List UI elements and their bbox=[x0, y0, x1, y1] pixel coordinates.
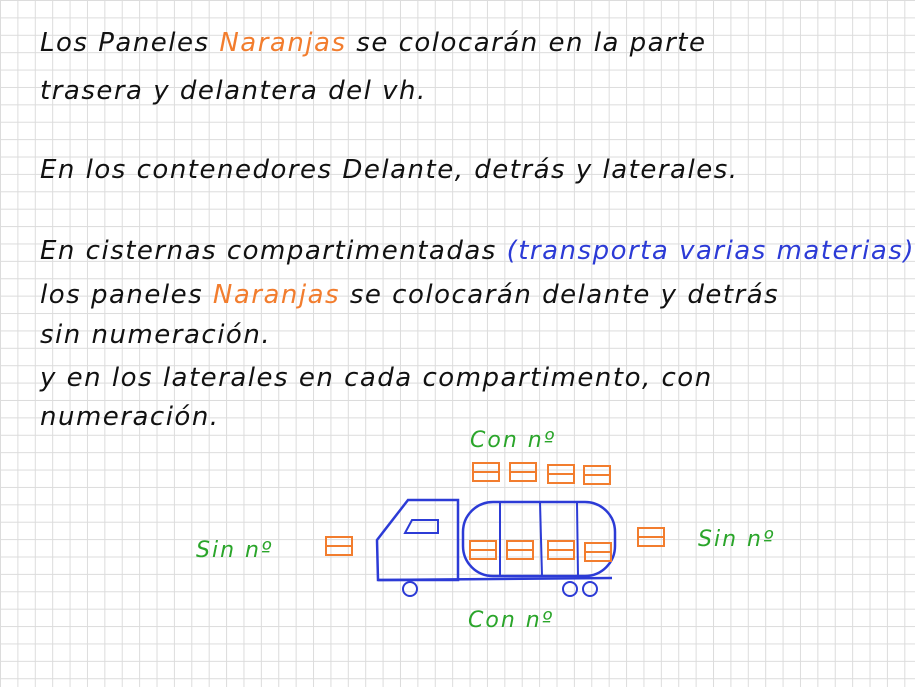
note-line-7: y en los laterales en cada compartimento, con bbox=[40, 363, 713, 393]
panel-side-2 bbox=[507, 541, 533, 559]
label-left-no-number: Sin nº bbox=[196, 538, 274, 563]
panel-top-2 bbox=[510, 463, 536, 481]
panel-top-3 bbox=[548, 465, 574, 483]
note-line-3: En los contenedores Delante, detrás y laterales. bbox=[40, 155, 739, 185]
note-line-8: numeración. bbox=[40, 402, 220, 432]
note-line-5-highlight: Naranjas bbox=[212, 280, 341, 310]
panel-side-3 bbox=[548, 541, 574, 559]
panel-top-1 bbox=[473, 463, 499, 481]
wheel-rear-1 bbox=[563, 582, 577, 596]
note-line-1-highlight: Naranjas bbox=[219, 28, 347, 58]
note-line-2: trasera y delantera del vh. bbox=[40, 76, 427, 106]
truck-chassis bbox=[378, 578, 612, 580]
label-right-no-number: Sin nº bbox=[698, 527, 776, 552]
tank-divider-3 bbox=[577, 503, 578, 576]
label-top-with-number: Con nº bbox=[470, 428, 557, 453]
note-line-4-pre: En cisternas compartimentadas bbox=[40, 236, 507, 266]
panel-side-1 bbox=[470, 541, 496, 559]
panel-front bbox=[326, 537, 352, 555]
panel-side-4 bbox=[585, 543, 611, 561]
note-line-4-highlight: (transporta varias materias) bbox=[506, 236, 915, 266]
tank-body bbox=[463, 502, 615, 576]
panel-rear bbox=[638, 528, 664, 546]
label-bottom-with-number: Con nº bbox=[468, 608, 555, 633]
wheel-front bbox=[403, 582, 417, 596]
note-line-5-post: se colocarán delante y detrás bbox=[340, 280, 780, 310]
tank-divider-2 bbox=[540, 502, 542, 576]
cab-window bbox=[405, 520, 438, 533]
note-line-6: sin numeración. bbox=[40, 320, 272, 350]
note-line-1-pre: Los Paneles bbox=[40, 28, 220, 58]
note-line-1-post: se colocarán en la parte bbox=[346, 28, 707, 58]
wheel-rear-2 bbox=[583, 582, 597, 596]
panel-top-4 bbox=[584, 466, 610, 484]
note-line-5-pre: los paneles bbox=[40, 280, 213, 310]
truck-cab bbox=[377, 500, 458, 580]
